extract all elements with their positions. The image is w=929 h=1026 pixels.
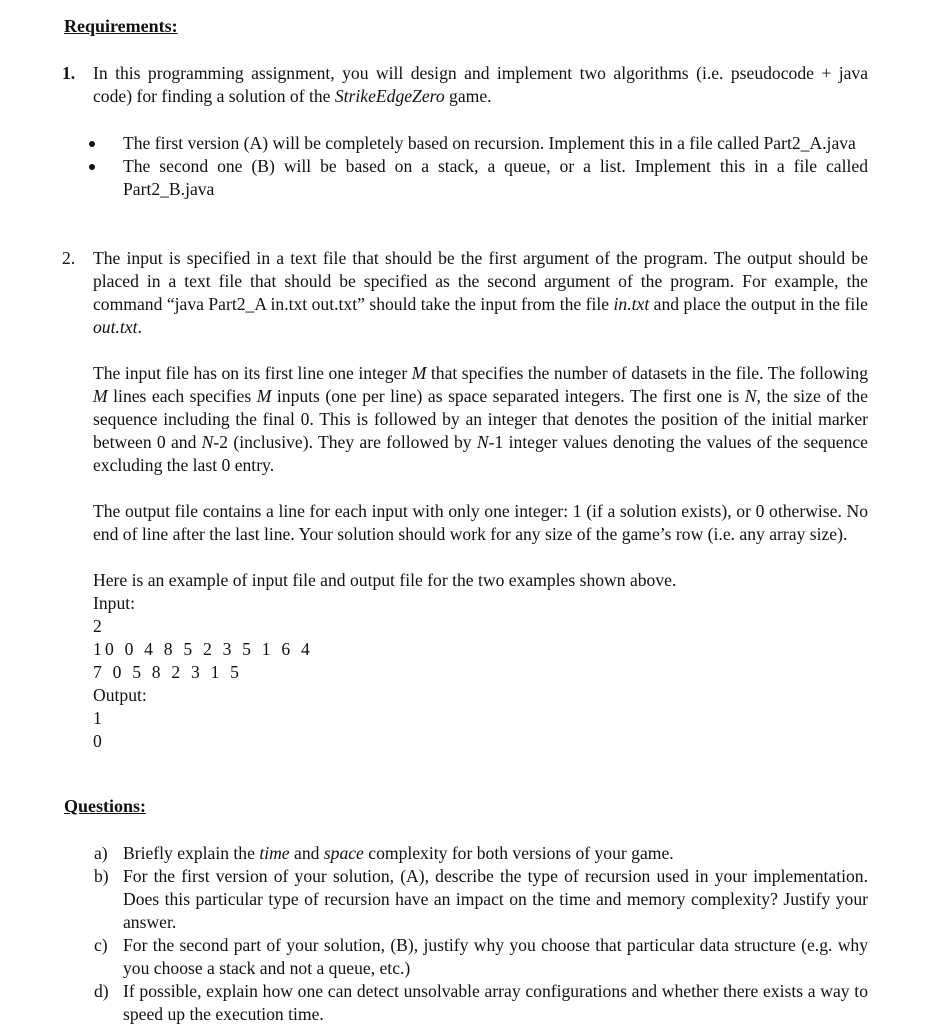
requirement-item-1 [62,62,868,108]
question-c: c) For the second part of your solution, (B), justify why you choose that particular data structure (e.g. why you choose a stack and not a queue, etc.) [94,935,868,978]
io-paragraph: The input is specified in a text file that should be the first argument of the program. The output should be placed in a text file that should be specified as the second argument of the program. For example, the command “java Part2_A in.txt out.txt” should take the input from the file in.txt and place the output in the file out.txt. [93,248,868,337]
bullet-version-b: The second one (B) will be based on a stack, a queue, or a list. Implement this in a file called Part2_B.java [88,155,868,201]
output-line: 1 [93,708,102,728]
question-d: d) If possible, explain how one can detect unsolvable array configurations and whether there exists a way to speed up the execution time. [94,981,868,1024]
input-line: 7 0 5 8 2 3 1 5 [93,662,243,682]
questions-heading: Questions: [64,796,147,816]
output-line: 0 [93,731,102,751]
item-1-text: In this programming assignment, you will design and implement two algorithms (i.e. pseudocode + java code) for finding a solution of the StrikeEdgeZero game. [93,63,868,106]
input-line: 2 [93,616,102,636]
output-format-paragraph: The output file contains a line for each input with only one integer: 1 (if a solution exists), or 0 otherwise. No end of line after the last line. Your solution should work for any size of the game’s row (i.e. any array size). [93,501,868,544]
version-bullet-list [88,132,868,201]
requirements-heading: Requirements: [64,16,178,36]
requirement-item-2 [62,247,868,753]
example-intro: Here is an example of input file and output file for the two examples shown above. [93,570,677,590]
input-line: 10 0 4 8 5 2 3 5 1 6 4 [93,639,313,659]
bullet-dot-icon [89,141,95,147]
questions-list [94,842,868,1026]
question-b: b) For the first version of your solution, (A), describe the type of recursion used in your implementation. Does this particular type of recursion have an impact on the time and memory complexity? Justify your answer. [94,866,868,932]
bullet-dot-icon [89,164,95,170]
input-format-paragraph: The input file has on its first line one integer M that specifies the number of datasets in the file. The following M lines each specifies M inputs (one per line) as space separated integers. The first one is N, the size of the sequence including the final 0. This is followed by an integer that denotes the position of the initial marker between 0 and N-2 (inclusive). They are followed by N-1 integer values denoting the values of the sequence excluding the last 0 entry. [93,363,868,475]
output-label: Output: [93,685,147,705]
item-number: 1. [62,63,76,83]
question-a: a) Briefly explain the time and space complexity for both versions of your game. [94,843,674,863]
input-label: Input: [93,593,136,613]
item-number: 2. [62,248,76,268]
bullet-version-a: The first version (A) will be completely based on recursion. Implement this in a file called Part2_A.java [88,132,868,155]
game-name: StrikeEdgeZero [334,86,445,106]
